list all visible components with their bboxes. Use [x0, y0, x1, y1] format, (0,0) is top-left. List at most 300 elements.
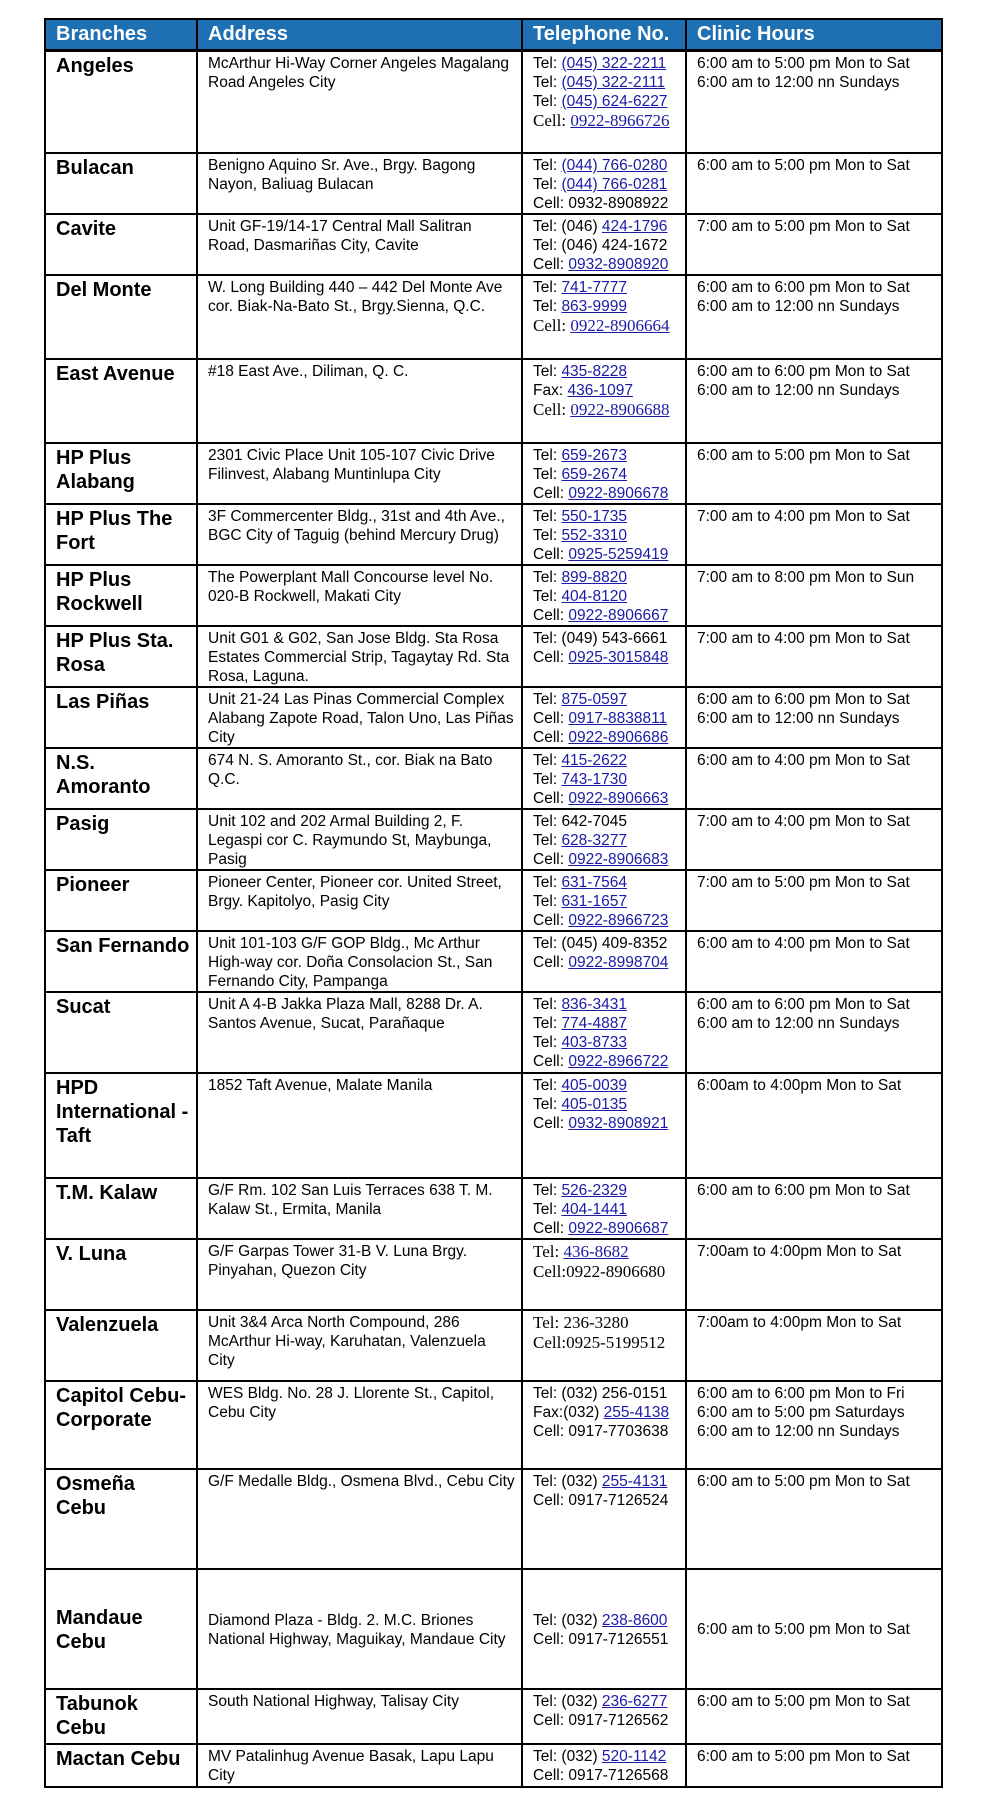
branch-name: Pioneer: [45, 870, 197, 931]
phone-label: Cell:: [533, 194, 569, 212]
phone-link[interactable]: 631-1657: [561, 892, 627, 910]
phone-label: Tel:: [533, 873, 562, 891]
phone-link[interactable]: 0925-3015848: [568, 648, 669, 666]
phone-label: Cell:: [533, 1114, 569, 1132]
phone-number: 236-3280: [563, 1312, 629, 1332]
clinic-hours: [686, 1239, 942, 1310]
phone-line: [533, 850, 679, 869]
table-row: [45, 748, 942, 809]
branch-name: HPD International - Taft: [45, 1073, 197, 1178]
table-row: [45, 1689, 942, 1744]
hours-line: 7:00 am to 8:00 pm Mon to Sun: [697, 568, 915, 586]
phone-link[interactable]: 743-1730: [561, 770, 627, 788]
phone-line: [533, 1692, 679, 1711]
table-row: [45, 626, 942, 687]
phone-label: Tel: (032): [533, 1747, 602, 1765]
phone-label: Tel:: [533, 568, 562, 586]
table-row: [45, 565, 942, 626]
phone-line: [533, 236, 679, 255]
phone-line: [533, 54, 679, 73]
table-row: [45, 1469, 942, 1569]
phone-label: Tel:: [533, 1033, 562, 1051]
phone-line: [533, 1472, 679, 1491]
phone-line: [533, 812, 679, 831]
table-header-row: [45, 19, 942, 51]
branch-address: Pioneer Center, Pioneer cor. United Street, Brgy. Kapitolyo, Pasig City: [197, 870, 522, 931]
hours-line: 6:00 am to 5:00 pm Mon to Sat: [697, 55, 910, 72]
phone-link[interactable]: 435-8228: [561, 362, 627, 380]
branch-phones: [522, 748, 686, 809]
phone-link[interactable]: 0922-8906667: [568, 606, 669, 624]
branch-name: Capitol Cebu-Corporate: [45, 1381, 197, 1469]
phone-line: [533, 316, 679, 336]
phone-label: Tel:: [533, 1014, 562, 1032]
phone-line: [533, 111, 679, 131]
phone-label: Tel:: [533, 995, 562, 1013]
phone-label: Cell:: [533, 709, 569, 727]
branch-address: 1852 Taft Avenue, Malate Manila: [197, 1073, 522, 1178]
phone-link[interactable]: 0922-8906664: [570, 315, 670, 335]
phone-link[interactable]: 405-0039: [561, 1076, 627, 1094]
phone-link[interactable]: 875-0597: [561, 690, 627, 708]
clinic-hours: [686, 153, 942, 214]
phone-link[interactable]: 0922-8906663: [568, 789, 669, 807]
phone-link[interactable]: (044) 766-0281: [561, 175, 668, 193]
table-row: [45, 1310, 942, 1381]
table-row: [45, 1178, 942, 1239]
phone-label: Tel:: [533, 831, 562, 849]
branch-address: Unit 21-24 Las Pinas Commercial Complex Alabang Zapote Road, Talon Uno, Las Piñas City: [197, 687, 522, 748]
phone-line: [533, 526, 679, 545]
phone-line: [533, 175, 679, 194]
phone-line: [533, 73, 679, 92]
hours-line: 6:00 am to 4:00 pm Mon to Sat: [697, 934, 910, 952]
phone-line: [533, 1052, 679, 1071]
phone-number: 642-7045: [561, 812, 627, 830]
phone-line: [533, 484, 679, 503]
phone-label: Cell:: [533, 1261, 567, 1281]
clinic-hours: [686, 51, 942, 153]
table-row: [45, 687, 942, 748]
phone-line: [533, 1333, 679, 1353]
phone-link[interactable]: 415-2622: [561, 751, 627, 769]
phone-line: [533, 465, 679, 484]
hours-line: 6:00 am to 5:00 pm Mon to Sat: [697, 1621, 910, 1638]
hours-line: 6:00 am to 12:00 nn Sundays: [697, 381, 900, 399]
phone-label: Tel:: [533, 278, 562, 296]
phone-line: [533, 1219, 679, 1238]
phone-line: [533, 728, 679, 747]
phone-link[interactable]: 0922-8966726: [570, 111, 670, 130]
table-row: [45, 1569, 942, 1689]
phone-link[interactable]: 0922-8966723: [568, 911, 669, 929]
phone-label: Tel:: [533, 175, 562, 193]
phone-label: Cell:: [533, 484, 569, 502]
hours-line: 7:00am to 4:00pm Mon to Sat: [697, 1313, 902, 1331]
branch-address: Benigno Aquino Sr. Ave., Brgy. Bagong Nayon, Baliuag Bulacan: [197, 153, 522, 214]
phone-line: [533, 587, 679, 606]
phone-line: [533, 1313, 679, 1333]
phone-link[interactable]: 436-8682: [563, 1241, 629, 1261]
clinic-hours: [686, 275, 942, 359]
phone-line: [533, 1491, 679, 1510]
phone-line: [533, 831, 679, 850]
branch-address: 3F Commercenter Bldg., 31st and 4th Ave., BGC City of Taguig (behind Mercury Drug): [197, 504, 522, 565]
hours-line: 6:00 am to 6:00 pm Mon to Sat: [697, 362, 910, 380]
branch-name: HP Plus Alabang: [45, 443, 197, 504]
table-row: [45, 1239, 942, 1310]
branch-address: Unit A 4-B Jakka Plaza Mall, 8288 Dr. A. Santos Avenue, Sucat, Parañaque: [197, 992, 522, 1073]
hours-line: 6:00 am to 6:00 pm Mon to Fri: [697, 1384, 905, 1402]
phone-label: Tel:: [533, 297, 562, 315]
phone-link[interactable]: 0932-8908920: [568, 255, 669, 273]
phone-label: Tel: (032): [533, 1611, 602, 1629]
phone-label: Cell:: [533, 315, 571, 335]
hours-line: 6:00am to 4:00pm Mon to Sat: [697, 1076, 902, 1094]
phone-link[interactable]: 236-6277: [601, 1692, 668, 1710]
table-row: [45, 214, 942, 275]
branch-address: MV Patalinhug Avenue Basak, Lapu Lapu City: [197, 1744, 522, 1787]
phone-link[interactable]: (045) 322-2211: [561, 55, 667, 72]
branch-address: Unit 3&4 Arca North Compound, 286 McArthur Hi-way, Karuhatan, Valenzuela City: [197, 1310, 522, 1381]
phone-label: Cell:: [533, 1630, 569, 1648]
branch-name: Sucat: [45, 992, 197, 1073]
phone-label: Cell:: [533, 399, 571, 419]
phone-line: [533, 568, 679, 587]
phone-link[interactable]: 552-3310: [561, 526, 627, 544]
phone-link[interactable]: 631-7564: [561, 873, 627, 891]
branch-phones: [522, 1469, 686, 1569]
phone-line: [533, 648, 679, 667]
branch-phones: [522, 626, 686, 687]
phone-link[interactable]: 403-8733: [561, 1033, 627, 1051]
phone-line: [533, 911, 679, 930]
phone-line: [533, 751, 679, 770]
clinic-hours: [686, 1469, 942, 1569]
phone-label: Tel: (045): [533, 934, 602, 952]
clinic-hours: [686, 1744, 942, 1787]
phone-line: [533, 1181, 679, 1200]
branch-name: East Avenue: [45, 359, 197, 443]
phone-label: Tel:: [533, 74, 562, 91]
phone-label: Cell:: [533, 789, 569, 807]
phone-line: [533, 873, 679, 892]
phone-line: [533, 1711, 679, 1730]
header-address: Address: [197, 19, 522, 51]
phone-link[interactable]: (045) 322-2111: [561, 74, 666, 91]
phone-link[interactable]: 404-1441: [561, 1200, 627, 1218]
clinic-hours: [686, 443, 942, 504]
branch-address: Unit G01 & G02, San Jose Bldg. Sta Rosa Estates Commercial Strip, Tagaytay Rd. Sta Rosa, Laguna.: [197, 626, 522, 687]
phone-label: Tel:: [533, 690, 562, 708]
branch-address: McArthur Hi-Way Corner Angeles Magalang Road Angeles City: [197, 51, 522, 153]
phone-line: [533, 92, 679, 111]
phone-link[interactable]: 405-0135: [561, 1095, 627, 1113]
hours-line: 7:00 am to 4:00 pm Mon to Sat: [697, 629, 910, 647]
hours-line: 6:00 am to 6:00 pm Mon to Sat: [697, 1181, 910, 1199]
branches-table: [44, 18, 943, 1788]
phone-label: Cell:: [533, 545, 569, 563]
phone-line: [533, 1747, 679, 1766]
phone-link[interactable]: 628-3277: [561, 831, 627, 849]
phone-line: [533, 278, 679, 297]
phone-line: [533, 1200, 679, 1219]
phone-link[interactable]: 404-8120: [561, 587, 627, 605]
phone-label: Tel:: [533, 507, 562, 525]
phone-number: 0925-5199512: [566, 1332, 666, 1352]
table-row: [45, 1073, 942, 1178]
phone-link[interactable]: 0922-8906686: [568, 728, 669, 746]
phone-label: Tel:: [533, 465, 562, 483]
phone-line: [533, 446, 679, 465]
phone-line: [533, 690, 679, 709]
phone-label: Cell:: [533, 1052, 569, 1070]
branch-address: W. Long Building 440 – 442 Del Monte Ave cor. Biak-Na-Bato St., Brgy.Sienna, Q.C.: [197, 275, 522, 359]
table-row: [45, 275, 942, 359]
phone-label: Fax:(032): [533, 1403, 604, 1421]
phone-line: [533, 1611, 679, 1630]
phone-number: 0917-7126524: [568, 1491, 669, 1509]
phone-line: [533, 255, 679, 274]
clinic-hours: [686, 214, 942, 275]
phone-label: Tel:: [533, 1181, 562, 1199]
clinic-hours: [686, 1569, 942, 1689]
branch-phones: [522, 275, 686, 359]
phone-link[interactable]: 255-4131: [601, 1472, 668, 1490]
clinic-hours: [686, 687, 942, 748]
phone-link[interactable]: 774-4887: [561, 1014, 627, 1032]
branch-address: South National Highway, Talisay City: [197, 1689, 522, 1744]
branch-phones: [522, 443, 686, 504]
phone-link[interactable]: 436-1097: [567, 381, 633, 399]
phone-line: [533, 606, 679, 625]
clinic-hours: [686, 992, 942, 1073]
phone-link[interactable]: 424-1796: [601, 217, 668, 235]
branch-name: San Fernando: [45, 931, 197, 992]
hours-line: 6:00 am to 5:00 pm Mon to Sat: [697, 1747, 910, 1765]
phone-line: [533, 507, 679, 526]
phone-line: [533, 1766, 679, 1785]
clinic-hours: [686, 565, 942, 626]
phone-link[interactable]: 238-8600: [601, 1611, 668, 1629]
phone-link[interactable]: 0917-8838811: [568, 709, 668, 727]
phone-line: [533, 1033, 679, 1052]
phone-label: Cell:: [533, 1766, 569, 1784]
branch-phones: [522, 992, 686, 1073]
phone-link[interactable]: 0922-8906688: [570, 399, 670, 419]
phone-link[interactable]: 0922-8906687: [568, 1219, 669, 1237]
phone-label: Cell:: [533, 111, 571, 130]
phone-label: Tel: (032): [533, 1472, 602, 1490]
branch-directory: [44, 18, 941, 1788]
branch-name: Osmeña Cebu: [45, 1469, 197, 1569]
branch-address: 674 N. S. Amoranto St., cor. Biak na Bato Q.C.: [197, 748, 522, 809]
branch-phones: [522, 687, 686, 748]
phone-line: [533, 1384, 679, 1403]
phone-label: Tel: (049): [533, 629, 602, 647]
phone-line: [533, 297, 679, 316]
phone-line: [533, 934, 679, 953]
phone-line: [533, 1403, 679, 1422]
phone-link[interactable]: 863-9999: [561, 297, 627, 315]
hours-line: 6:00 am to 5:00 pm Saturdays: [697, 1403, 905, 1421]
table-row: [45, 504, 942, 565]
phone-link[interactable]: 526-2329: [561, 1181, 627, 1199]
phone-link[interactable]: 899-8820: [561, 568, 627, 586]
table-row: [45, 51, 942, 153]
hours-line: 6:00 am to 12:00 nn Sundays: [697, 1014, 900, 1032]
branch-address: The Powerplant Mall Concourse level No. 020-B Rockwell, Makati City: [197, 565, 522, 626]
hours-line: 6:00 am to 12:00 nn Sundays: [697, 1422, 900, 1440]
phone-label: Tel:: [533, 770, 562, 788]
phone-label: Tel:: [533, 1312, 564, 1332]
phone-link[interactable]: (044) 766-0280: [561, 156, 668, 174]
phone-label: Cell:: [533, 911, 569, 929]
phone-link[interactable]: 0925-5259419: [568, 545, 669, 563]
phone-link[interactable]: 836-3431: [561, 995, 627, 1013]
phone-label: Cell:: [533, 1422, 569, 1440]
table-row: [45, 931, 942, 992]
phone-label: Tel:: [533, 55, 562, 72]
phone-number: 0917-7126551: [568, 1630, 669, 1648]
phone-label: Tel:: [533, 892, 562, 910]
table-body: [45, 51, 942, 1787]
branch-phones: [522, 359, 686, 443]
phone-label: Tel:: [533, 1095, 562, 1113]
table-row: [45, 870, 942, 931]
clinic-hours: [686, 1073, 942, 1178]
branch-name: Bulacan: [45, 153, 197, 214]
phone-line: [533, 1114, 679, 1133]
branch-name: Las Piñas: [45, 687, 197, 748]
table-row: [45, 1744, 942, 1787]
clinic-hours: [686, 1310, 942, 1381]
phone-number: 543-6661: [601, 629, 668, 647]
phone-line: [533, 194, 679, 213]
clinic-hours: [686, 1178, 942, 1239]
branch-phones: [522, 565, 686, 626]
phone-line: [533, 1014, 679, 1033]
table-row: [45, 992, 942, 1073]
phone-number: 0917-7703638: [568, 1422, 669, 1440]
phone-label: Cell:: [533, 648, 569, 666]
phone-label: Cell:: [533, 728, 569, 746]
phone-line: [533, 156, 679, 175]
phone-link[interactable]: 741-7777: [561, 278, 627, 296]
table-row: [45, 1381, 942, 1469]
branch-phones: [522, 931, 686, 992]
clinic-hours: [686, 931, 942, 992]
phone-label: Tel:: [533, 156, 562, 174]
phone-line: [533, 1095, 679, 1114]
phone-label: Tel:: [533, 1200, 562, 1218]
hours-line: 6:00 am to 12:00 nn Sundays: [697, 709, 900, 727]
phone-label: Cell:: [533, 1332, 567, 1352]
phone-number: 256-0151: [601, 1384, 668, 1402]
phone-link[interactable]: 0922-8966722: [568, 1052, 669, 1070]
hours-line: 6:00 am to 5:00 pm Mon to Sat: [697, 1472, 910, 1490]
phone-line: [533, 789, 679, 808]
phone-line: [533, 1076, 679, 1095]
branch-name: Cavite: [45, 214, 197, 275]
branch-phones: [522, 504, 686, 565]
clinic-hours: [686, 748, 942, 809]
phone-label: Tel:: [533, 812, 562, 830]
branch-address: Unit GF-19/14-17 Central Mall Salitran Road, Dasmariñas City, Cavite: [197, 214, 522, 275]
hours-line: 6:00 am to 6:00 pm Mon to Sat: [697, 995, 910, 1013]
branch-phones: [522, 1178, 686, 1239]
phone-label: Tel: (046): [533, 236, 602, 254]
phone-number: 0917-7126562: [568, 1711, 669, 1729]
branch-address: Unit 102 and 202 Armal Building 2, F. Legaspi cor C. Raymundo St, Maybunga, Pasig: [197, 809, 522, 870]
hours-line: 6:00 am to 5:00 pm Mon to Sat: [697, 156, 910, 174]
phone-link[interactable]: 659-2674: [561, 465, 627, 483]
hours-line: 7:00 am to 5:00 pm Mon to Sat: [697, 217, 910, 235]
branch-phones: [522, 809, 686, 870]
hours-line: 7:00 am to 4:00 pm Mon to Sat: [697, 507, 910, 525]
phone-label: Cell:: [533, 850, 569, 868]
hours-line: 7:00 am to 5:00 pm Mon to Sat: [697, 873, 910, 891]
branch-name: HP Plus The Fort: [45, 504, 197, 565]
phone-link[interactable]: 0932-8908921: [568, 1114, 669, 1132]
phone-line: [533, 953, 679, 972]
phone-label: Tel:: [533, 526, 562, 544]
phone-label: Tel:: [533, 1076, 562, 1094]
phone-label: Cell:: [533, 255, 569, 273]
header-telephone: Telephone No.: [522, 19, 686, 51]
branch-address: 2301 Civic Place Unit 105-107 Civic Drive Filinvest, Alabang Muntinlupa City: [197, 443, 522, 504]
phone-line: [533, 892, 679, 911]
phone-link[interactable]: 255-4138: [603, 1403, 670, 1421]
phone-link[interactable]: 550-1735: [561, 507, 627, 525]
clinic-hours: [686, 359, 942, 443]
phone-line: [533, 629, 679, 648]
table-row: [45, 443, 942, 504]
clinic-hours: [686, 626, 942, 687]
phone-link[interactable]: 0922-8998704: [568, 953, 669, 971]
phone-number: 0932-8908922: [568, 194, 669, 212]
phone-link[interactable]: 0922-8906683: [568, 850, 669, 868]
phone-link[interactable]: (045) 624-6227: [561, 93, 668, 110]
phone-label: Cell:: [533, 1219, 569, 1237]
phone-link[interactable]: 0922-8906678: [568, 484, 669, 502]
phone-link[interactable]: 659-2673: [561, 446, 627, 464]
phone-line: [533, 709, 679, 728]
hours-line: 7:00am to 4:00pm Mon to Sat: [697, 1242, 902, 1260]
phone-number: 0917-7126568: [568, 1766, 669, 1784]
clinic-hours: [686, 1381, 942, 1469]
hours-line: 6:00 am to 12:00 nn Sundays: [697, 297, 900, 315]
branch-name: Angeles: [45, 51, 197, 153]
phone-link[interactable]: 520-1142: [601, 1747, 667, 1765]
phone-line: [533, 545, 679, 564]
phone-line: [533, 1630, 679, 1649]
branch-phones: [522, 870, 686, 931]
phone-label: Tel: (046): [533, 217, 602, 235]
branch-name: Valenzuela: [45, 1310, 197, 1381]
clinic-hours: [686, 1689, 942, 1744]
phone-number: 424-1672: [601, 236, 668, 254]
branch-address: G/F Garpas Tower 31-B V. Luna Brgy. Pinyahan, Quezon City: [197, 1239, 522, 1310]
phone-label: Tel:: [533, 362, 562, 380]
branch-name: Mandaue Cebu: [45, 1569, 197, 1689]
branch-phones: [522, 51, 686, 153]
branch-phones: [522, 1381, 686, 1469]
phone-line: [533, 1242, 679, 1262]
hours-line: 7:00 am to 4:00 pm Mon to Sat: [697, 812, 910, 830]
branch-phones: [522, 1569, 686, 1689]
phone-label: Tel:: [533, 587, 562, 605]
